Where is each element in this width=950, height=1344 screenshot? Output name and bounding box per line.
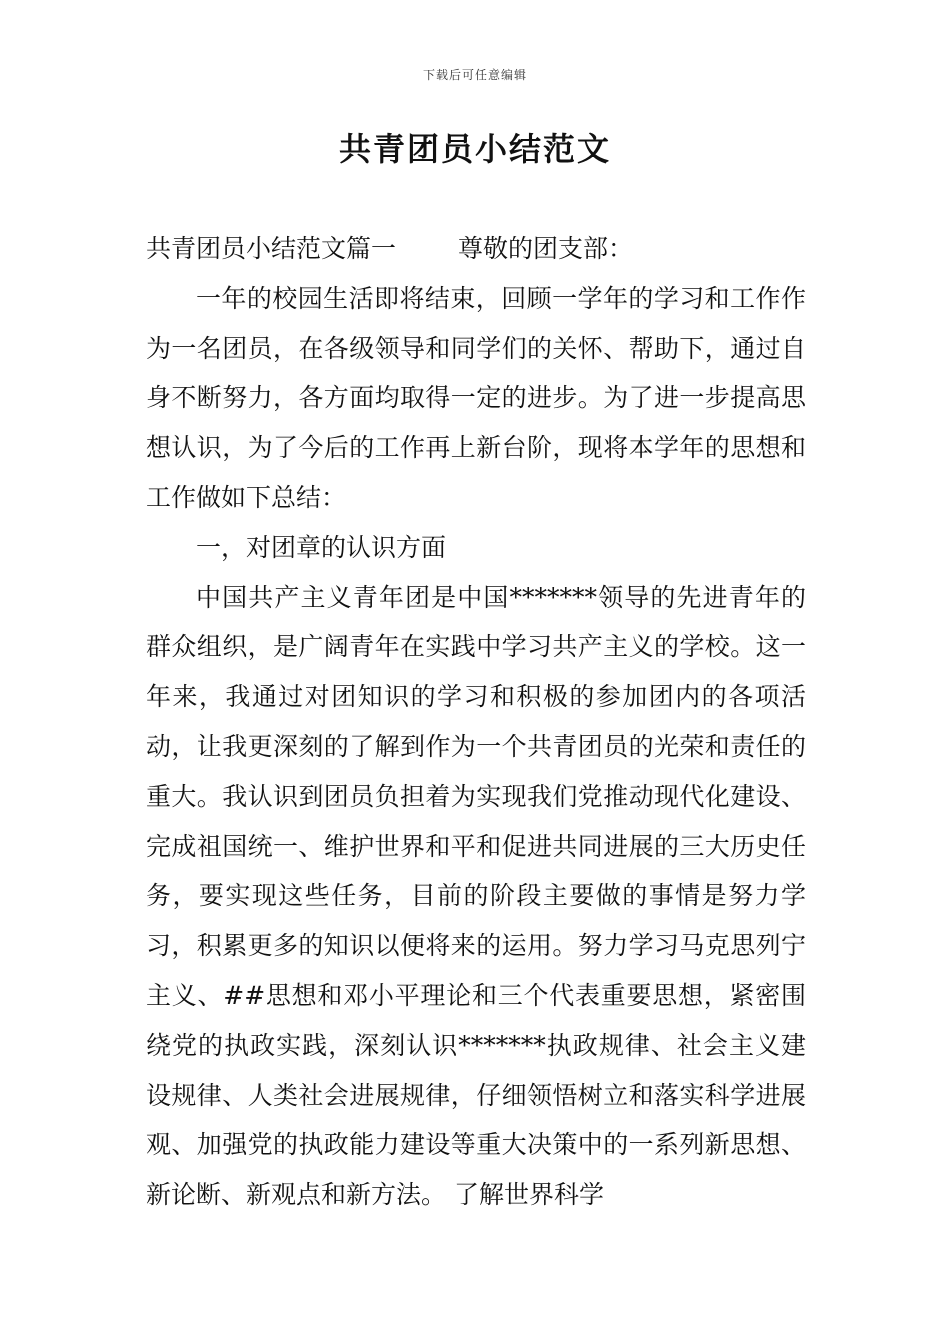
- paragraph-body: 中国共产主义青年团是中国*******领导的先进青年的群众组织，是广阔青年在实践中学习共产主义的学校。这一年来，我通过对团知识的学习和积极的参加团内的各项活动，让我更深刻的了解到作为一个共青团员的光荣和责任的重大。我认识到团员负担着为实现我们党推动现代化建设、完成祖国统一、维护世界和平和促进共同进展的三大历史任务，要实现这些任务，目前的阶段主要做的事情是努力学习，积累更多的知识以便将来的运用。努力学习马克思列宁主义、##思想和邓小平理论和三个代表重要思想，紧密围绕党的执政实践，深刻认识*******执政规律、社会主义建设规律、人类社会进展规律，仔细领悟树立和落实科学进展观、加强党的执政能力建设等重大决策中的一系列新思想、新论断、新观点和新方法。 了解世界科学: [146, 582, 806, 1210]
- paragraph-intro: 一年的校园生活即将结束，回顾一学年的学习和工作作为一名团员，在各级领导和同学们的关怀、帮助下，通过自身不断努力，各方面均取得一定的进步。为了进一步提高思想认识，为了今后的工作再上新台阶，现将本学年的思想和工作做如下总结：: [146, 283, 806, 512]
- salutation: 尊敬的团支部：: [458, 234, 634, 263]
- header-note: 下载后可任意编辑: [422, 68, 527, 82]
- document-title: 共青团员小结范文: [338, 130, 611, 168]
- opening-line: [146, 224, 806, 274]
- opening-lead: 共青团员小结范文篇一: [146, 234, 397, 263]
- document-body: [146, 224, 806, 1220]
- section-heading: 一，对团章的认识方面: [196, 532, 447, 562]
